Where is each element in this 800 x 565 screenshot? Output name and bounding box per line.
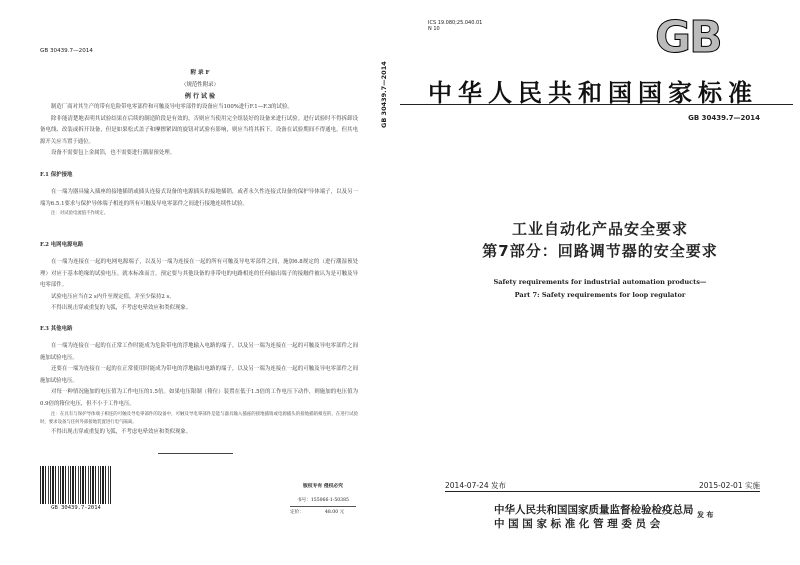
ics-code: ICS 19.080;25.040.01 — [428, 20, 483, 26]
issue-date: 2014-07-24 发布 — [445, 481, 506, 490]
paragraph: 设备不需要包上金属箔，也不需要进行潮湿预处理。 — [51, 150, 175, 157]
paragraph: 对每一种情况施加的电压值为工作电压的1.5倍。如果电压限制（箝位）装置在低于1.5倍的工作电压下动作，则施加的电压值为0.9倍的箝位电压，但不小于工作电压。 — [40, 389, 358, 407]
section-heading-f1: F.1 保护接地 — [40, 172, 73, 178]
cover-page — [400, 0, 800, 565]
note: 注：对试验电流值不作规定。 — [51, 211, 109, 217]
annex-title: 例 行 试 验 — [184, 93, 216, 100]
title-en-line2: Part 7: Safety requirements for loop regulator — [514, 291, 686, 299]
paragraph: 在一端为连接在一起的在正常工作时能成为危险带电的浮地输入电路的端子，以及另一端为连接在一起的可触及导电零部件之间施加试验电压。 — [40, 343, 358, 361]
title-cn-line1: 工业自动化产品安全要求 — [511, 220, 688, 238]
intro-text — [40, 102, 358, 160]
section-f2-text — [40, 257, 358, 315]
issuer-line2: 中 国 国 家 标 准 化 管 理 委 员 会 — [494, 518, 661, 530]
annex-label: 附 录 F — [190, 70, 210, 76]
paragraph: 还要在一端为连接在一起的在正常使用时能成为带电的浮地输出电路的端子，以及另一端为连接在一起的可触及导电零部件之间施加试验电压。 — [40, 366, 358, 384]
section-f1-text — [40, 187, 358, 218]
footer-rule — [445, 491, 760, 492]
paragraph: 制造厂商对其生产的带有危险带电零部件和可触及导电零部件的设备应当100%进行F.1—F.3的试验。 — [51, 104, 293, 110]
copyright: 版权专有 侵权必究 — [302, 483, 344, 489]
section-heading-f3: F.3 其他电路 — [40, 326, 73, 332]
paragraph: 在一端为连接在一起的电网电源端子，以及另一端为连接在一起的所有可触及导电零部件之间，施加6.8规定的（进行潮湿预处理）对应于基本绝缘的试验电压。就本标准而言，预定要与其他设备的非带电的电路相连的任何输出端子的接触件被认为是可触及导电零部件。 — [40, 259, 358, 289]
annex-type: （规范性附录） — [181, 82, 219, 88]
price-rule — [290, 506, 356, 507]
issue-label: 发 布 — [697, 510, 714, 519]
book-number: 书号：155066·1-50385 — [297, 498, 349, 503]
section-heading-f2: F.2 电网电源电路 — [40, 242, 84, 248]
barcode — [40, 466, 112, 504]
price: 48.00 元 — [325, 510, 345, 515]
section-f3-text — [40, 341, 358, 438]
paragraph: 在一端为器具输入插座的接地插销或插头连接式设备的电源插头的接地插销，或者永久性连接式设备的保护导体端子，以及另一端为6.5.1要求与保护导体端子相连的所有可触及导电零部件之间进行接地连续性试验。 — [40, 189, 358, 207]
note: 注：在具有与保护导体端子相连的可触及导电零部件的设备中，可触及导电零部件是能与器具输入插座的接地插销或电源插头的接地插销相连的，在进行试验时，要求设备与任何外部接地装置进行电气隔离。 — [40, 411, 358, 425]
standard-number: GB 30439.7—2014 — [688, 114, 760, 122]
spine-text: GB 30439.7—2014 — [380, 61, 388, 128]
header-rule — [400, 104, 793, 105]
page-header: GB 30439.7—2014 — [40, 48, 93, 54]
price-label: 定价： — [290, 510, 304, 515]
paragraph: 试验电压应当在2 s内升至规定值，并至少保持2 s。 — [51, 293, 175, 300]
paragraph: 不得出现击穿或重复的飞弧，不考虑电晕效应和类似现象。 — [51, 428, 192, 435]
issuer-line1: 中华人民共和国国家质量监督检验检疫总局 — [494, 504, 694, 516]
barcode-text: GB 30439.7-2014 — [51, 505, 101, 511]
implement-date: 2015-02-01 实施 — [699, 481, 760, 490]
national-standard-heading: 中华人民共和国国家标准 — [428, 78, 758, 107]
paragraph: 不得出现击穿或重复的飞弧，不考虑电晕效应和类似现象。 — [51, 305, 192, 312]
ccs-code: N 10 — [428, 26, 440, 32]
title-cn-line2: 第7部分：回路调节器的安全要求 — [482, 242, 718, 260]
gb-logo: GB — [655, 12, 721, 63]
end-rule — [158, 453, 233, 454]
title-en-line1: Safety requirements for industrial automation products— — [493, 278, 707, 286]
paragraph: 除非能清楚地表明其试验结果在后续的制造阶段是有效的，否则应当使用完全组装好的设备来进行试验。进行试验时不得拆卸设备电线、改装或拆开设备，但是如果松式盖子和摩擦紧固的旋钮对试验有影响，则应当将其拆下。设备在试验期间不得通电，但其电源开关应当置于通位。 — [40, 115, 358, 145]
